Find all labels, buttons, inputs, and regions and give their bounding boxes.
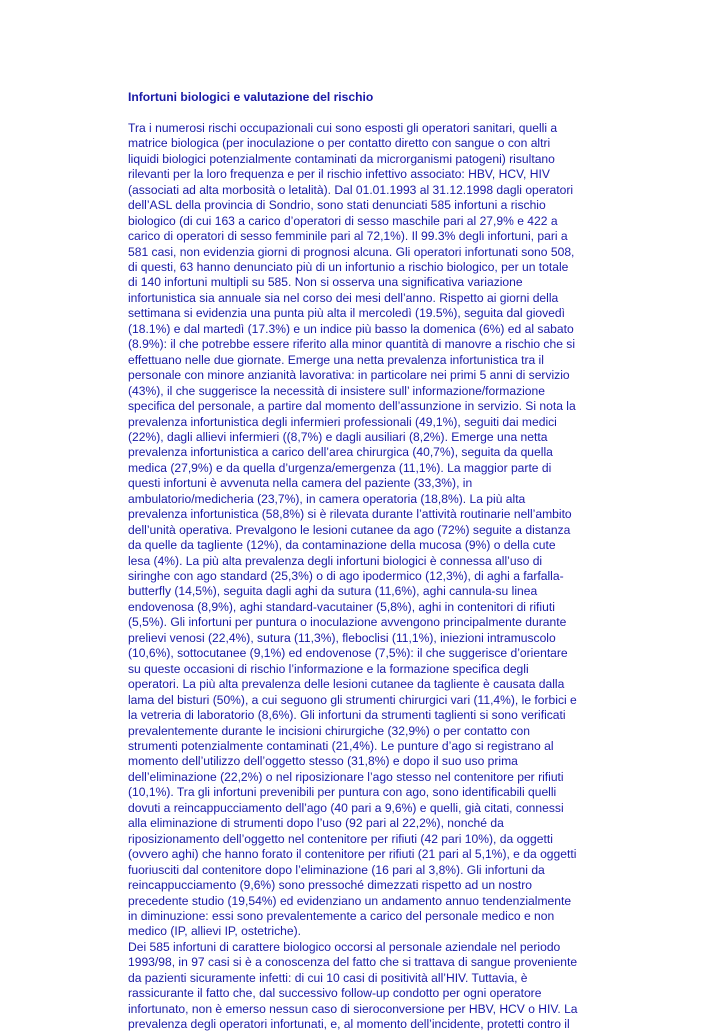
- text-line: settimana si evidenzia una punta più alta il mercoledì (19.5%), seguita dal giovedì: [128, 306, 565, 321]
- text-line: biologico (di cui 163 a carico d’operatori di sesso maschile pari al 27,9% e 422 a: [128, 213, 558, 228]
- text-line: reincappucciamento (9,6%) sono pressoché dimezzati rispetto ad un nostro: [128, 878, 533, 893]
- text-line: (22%), dagli allievi infermieri ((8,7%) e dagli ausiliari (8,2%). Emerge una netta: [128, 429, 548, 444]
- document-title: Infortuni biologici e valutazione del rischio: [128, 90, 374, 104]
- text-line: da quelle da tagliente (12%), da contaminazione della mucosa (9%) o della cute: [128, 538, 556, 553]
- text-line: butterfly (14,5%), seguita dagli aghi da sutura (11,6%), aghi cannula-su linea: [128, 584, 538, 599]
- text-line: matrice biologica (per inoculazione o per contatto diretto con sangue o con altri: [128, 136, 551, 151]
- text-line: di questi, 63 hanno denunciato più di un infortunio a rischio biologico, per un totale: [128, 259, 569, 274]
- text-line: su queste occasioni di rischio l’informazione e la formazione specifica degli: [128, 661, 529, 676]
- text-line: 581 casi, non evidenzia giorni di prognosi alcuna. Gli operatori infortunati sono 508,: [128, 244, 575, 259]
- text-line: dovuti a reincappucciamento dell’ago (40 pari a 9,6%) e quelli, già citati, connessi: [128, 800, 564, 815]
- text-line: operatori. La più alta prevalenza delle lesioni cutanee da tagliente è causata dalla: [128, 677, 565, 692]
- text-line: prevalenza infortunistica a carico dell’area chirurgica (40,7%), seguita da quella: [128, 445, 553, 460]
- text-line: endovenosa (8,9%), aghi standard-vacutainer (5,8%), aghi in contenitori di rifiuti: [128, 599, 555, 614]
- text-line: infortunato, non è emerso nessun caso di sieroconversione per HBV, HCV o HIV. La: [128, 1001, 578, 1016]
- text-line: strumenti potenzialmente contaminati (21,4%). Le punture d’ago si registrano al: [128, 739, 554, 754]
- title-spacer: [128, 105, 584, 120]
- text-line: (ovvero aghi) che hanno forato il contenitore per rifiuti (21 pari al 5,1%), e da oggetti: [128, 847, 577, 862]
- text-line: ambulatorio/medicheria (23,7%), in camera operatoria (18,8%). La più alta: [128, 491, 526, 506]
- text-line: dell’eliminazione (22,2%) o nel riposizionare l’ago stesso nel contenitore per rifiuti: [128, 769, 564, 784]
- text-line: effettuano nelle due giornate. Emerge una netta prevalenza infortunistica tra il: [128, 352, 544, 367]
- text-line: riposizionamento dell’oggetto nel contenitore per rifiuti (42 pari 10%), da oggetti: [128, 831, 553, 846]
- text-line: prevalentemente durante le incisioni chirurgiche (32,9%) o per contatto con: [128, 723, 531, 738]
- text-line: (43%), il che suggerisce la necessità di insistere sull’ informazione/formazione: [128, 383, 545, 398]
- text-line: lesa (4%). La più alta prevalenza degli infortuni biologici è connessa all’uso di: [128, 553, 543, 568]
- document-body: [128, 90, 584, 1033]
- text-line: personale con minore anzianità lavorativa: in particolare nei primi 5 anni di servizio: [128, 368, 570, 383]
- text-line: questi infortuni è avvenuta nella camera del paziente (33,3%), in: [128, 476, 473, 491]
- text-line: (10,6%), sottocutanee (9,1%) ed endovenose (7,5%): il che suggerisce d’orientare: [128, 646, 568, 661]
- text-line: la vetreria di laboratorio (8,6%). Gli infortuni da strumenti taglienti si sono verificati: [128, 708, 566, 723]
- text-line: prevalenza degli operatori infortunati, e, al momento dell’incidente, protetti contro il: [128, 1017, 570, 1032]
- text-line: in diminuzione: essi sono prevalentemente a carico del personale medico e non: [128, 909, 555, 923]
- text-line: medico (IP, allievi IP, ostetriche).: [128, 924, 301, 939]
- text-line: carico di operatori di sesso femminile pari al 72,1%). Il 99.3% degli infortuni, pari a: [128, 229, 568, 244]
- text-line: fuoriusciti dal contenitore dopo l’eliminazione (16 pari al 3,8%). Gli infortuni da: [128, 862, 545, 877]
- text-line: liquidi biologici potenzialmente contaminati da microrganismi patogeni) risultano: [128, 151, 555, 166]
- text-line: (18.1%) e dal martedì (17.3%) e un indice più basso la domenica (6%) ed al sabato: [128, 321, 574, 336]
- text-line: specifica del personale, a partire dal momento dell’assunzione in servizio. Si nota la: [128, 399, 576, 414]
- text-line: alla eliminazione di strumenti dopo l’uso (92 pari al 22,2%), nonché da: [128, 816, 504, 831]
- text-line: precedente studio (19,54%) ed evidenziano un andamento annuo tendenzialmente: [128, 893, 572, 908]
- text-line: Dei 585 infortuni di carattere biologico occorsi al personale aziendale nel periodo: [128, 939, 561, 954]
- text-line: prelievi venosi (22,4%), sutura (11,3%), fleboclisi (11,1%), iniezioni intramuscolo: [128, 630, 556, 645]
- text-line: dell’ASL della provincia di Sondrio, sono stati denunciati 585 infortuni a rischio: [128, 198, 546, 213]
- text-line: di 140 infortuni multipli su 585. Non si osserva una significativa variazione: [128, 275, 523, 290]
- text-line: rassicurante il fatto che, dal successivo follow-up condotto per ogni operatore: [128, 986, 542, 1001]
- text-line: medica (27,9%) e da quella d’urgenza/emergenza (11,1%). La maggior parte di: [128, 460, 552, 475]
- text-line: 1993/98, in 97 casi si è a conoscenza del fatto che si trattava di sangue proveniente: [128, 955, 578, 970]
- text-line: siringhe con ago standard (25,3%) o di ago ipodermico (12,3%), di aghi a farfalla-: [128, 569, 564, 584]
- text-line: da pazienti sicuramente infetti: di cui 10 casi di positività all’HIV. Tuttavia, è: [128, 970, 528, 985]
- text-line: Tra i numerosi rischi occupazionali cui sono esposti gli operatori sanitari, quelli a: [128, 120, 558, 135]
- text-line: prevalenza infortunistica (58,8%) si è rilevata durante l’attività routinarie nell’ambito: [128, 507, 572, 522]
- text-line: (8.9%): il che potrebbe essere riferito alla minor quantità di manovre a rischio che si: [128, 337, 576, 352]
- text-line: rilevanti per la loro frequenza e per il rischio infettivo associato: HBV, HCV, HIV: [128, 167, 550, 182]
- text-line: infortunistica sia annuale sia nel corso dei mesi dell’anno. Rispetto ai giorni della: [128, 290, 559, 305]
- text-line: prevalenza infortunistica degli infermieri professionali (49,1%), seguiti dai medici: [128, 414, 557, 429]
- text-line: dell’unità operativa. Prevalgono le lesioni cutanee da ago (72%) seguite a distanza: [128, 522, 571, 537]
- text-line: lama del bisturi (50%), a cui seguono gli strumenti chirurgici vari (11,4%), le forbici e: [128, 692, 577, 707]
- document-text: [128, 121, 584, 1033]
- text-line: (10,1%). Tra gli infortuni prevenibili per puntura con ago, sono identificabili quelli: [128, 785, 557, 800]
- text-line: (5,5%). Gli infortuni per puntura o inoculazione avvengono principalmente durante: [128, 615, 567, 630]
- text-line: (associati ad alta morbosità o letalità). Dal 01.01.1993 al 31.12.1998 dagli operatori: [128, 182, 574, 197]
- text-line: momento dell’utilizzo dell’oggetto stesso (31,8%) e dopo il suo uso prima: [128, 754, 518, 769]
